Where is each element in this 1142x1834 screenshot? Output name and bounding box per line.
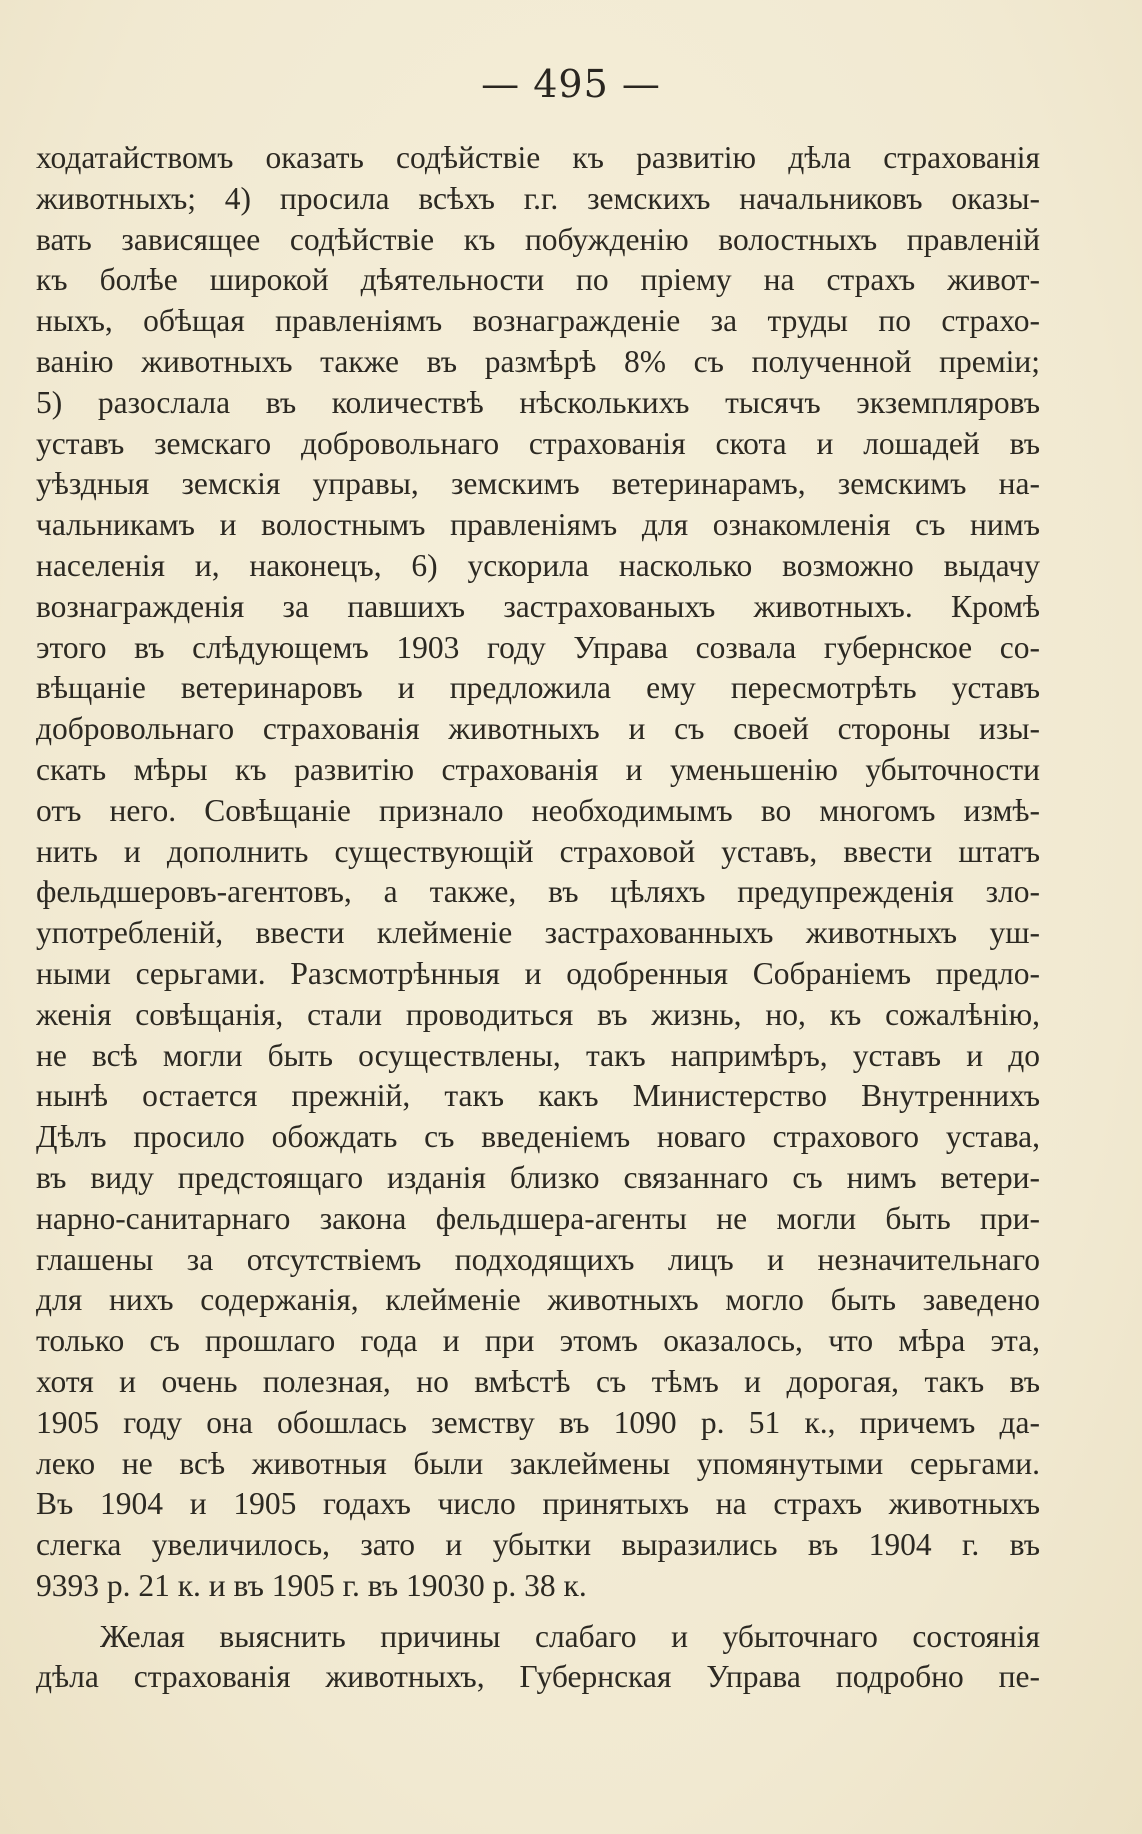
text-line: 5) разослала въ количествѣ нѣсколькихъ тысячъ экземпляровъ: [36, 384, 1040, 420]
text-line: отъ него. Совѣщаніе признало необходимымъ во многомъ измѣ-: [36, 792, 1040, 828]
text-line: вознагражденія за павшихъ застрахованыхъ животныхъ. Кромѣ: [36, 588, 1040, 624]
text-line: нарно-санитарнаго закона фельдшера-агенты не могли быть при-: [36, 1200, 1040, 1236]
text-line: вѣщаніе ветеринаровъ и предложила ему пересмотрѣть уставъ: [36, 670, 1040, 706]
text-line: чальникамъ и волостнымъ правленіямъ для ознакомленія съ нимъ: [36, 507, 1040, 543]
text-line: этого въ слѣдующемъ 1903 году Управа созвала губернское со-: [36, 629, 1040, 665]
text-line: вать зависящее содѣйствіе къ побужденію волостныхъ правленій: [36, 221, 1040, 257]
text-line: уѣздныя земскія управы, земскимъ ветеринарамъ, земскимъ на-: [36, 466, 1040, 502]
text-line: глашены за отсутствіемъ подходящихъ лицъ и незначительнаго: [36, 1241, 1040, 1277]
text-line: добровольнаго страхованія животныхъ и съ своей стороны изы-: [36, 711, 1040, 747]
text-line: употребленій, ввести клейменіе застрахованныхъ животныхъ уш-: [36, 915, 1040, 951]
text-line: Желая выяснить причины слабаго и убыточнаго состоянія: [100, 1618, 1040, 1654]
text-line: Въ 1904 и 1905 годахъ число принятыхъ на страхъ животныхъ: [36, 1486, 1040, 1522]
text-line: ванію животныхъ также въ размѣрѣ 8% съ полученной преміи;: [36, 343, 1040, 379]
text-line: въ виду предстоящаго изданія близко связаннаго съ нимъ ветери-: [36, 1159, 1040, 1195]
text-line: нынѣ остается прежній, такъ какъ Министерство Внутреннихъ: [36, 1078, 1040, 1114]
text-line: хотя и очень полезная, но вмѣстѣ съ тѣмъ и дорогая, такъ въ: [36, 1363, 1040, 1399]
text-line: ными серьгами. Разсмотрѣнныя и одобренныя Собраніемъ предло-: [36, 955, 1040, 991]
text-line: къ болѣе широкой дѣятельности по пріему на страхъ живот-: [36, 262, 1040, 298]
text-line: животныхъ; 4) просила всѣхъ г.г. земскихъ начальниковъ оказы-: [36, 180, 1040, 216]
text-line: 1905 году она обошлась земству въ 1090 р. 51 к., причемъ да-: [36, 1404, 1040, 1440]
paragraph-spacer: [36, 1607, 1040, 1617]
paragraph-2: [36, 1617, 1040, 1699]
text-line: скать мѣры къ развитію страхованія и уменьшенію убыточности: [36, 751, 1040, 787]
text-line: нить и дополнить существующій страховой уставъ, ввести штатъ: [36, 833, 1040, 869]
text-line: не всѣ могли быть осуществлены, такъ напримѣръ, уставъ и до: [36, 1037, 1040, 1073]
text-line: ныхъ, обѣщая правленіямъ вознагражденіе за труды по страхо-: [36, 303, 1040, 339]
text-line: дѣла страхованія животныхъ, Губернская Управа подробно пе-: [36, 1659, 1040, 1695]
body-text: [36, 138, 1040, 1698]
page-number: — 495 —: [481, 62, 661, 106]
text-line: леко не всѣ животныя были заклеймены упомянутыми серьгами.: [36, 1445, 1040, 1481]
paragraph-1: [36, 138, 1040, 1607]
text-line: уставъ земскаго добровольнаго страхованія скота и лошадей въ: [36, 425, 1040, 461]
text-line: фельдшеровъ-агентовъ, а также, въ цѣляхъ предупрежденія зло-: [36, 874, 1040, 910]
text-line: Дѣлъ просило обождать съ введеніемъ новаго страхового устава,: [36, 1119, 1040, 1155]
text-line: 9393 р. 21 к. и въ 1905 г. въ 19030 р. 38 к.: [36, 1567, 587, 1603]
text-line: ходатайствомъ оказать содѣйствіе къ развитію дѣла страхованія: [36, 140, 1040, 175]
text-line: только съ прошлаго года и при этомъ оказалось, что мѣра эта,: [36, 1323, 1040, 1359]
text-line: слегка увеличилось, зато и убытки выразились въ 1904 г. въ: [36, 1527, 1040, 1563]
text-line: женія совѣщанія, стали проводиться въ жизнь, но, къ сожалѣнію,: [36, 996, 1040, 1032]
text-line: для нихъ содержанія, клейменіе животныхъ могло быть заведено: [36, 1282, 1040, 1318]
text-line: населенія и, наконецъ, 6) ускорила насколько возможно выдачу: [36, 547, 1040, 583]
